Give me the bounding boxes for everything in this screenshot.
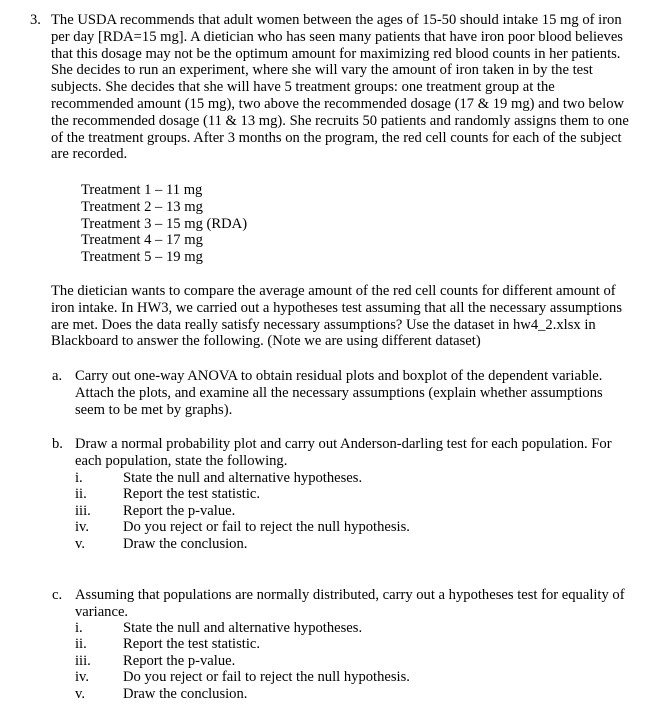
treatment-item: Treatment 4 – 17 mg [81, 232, 203, 249]
sub-item-text: Do you reject or fail to reject the null hypothesis. [123, 519, 410, 536]
sub-item-number: iii. [75, 502, 91, 519]
part-b-text: Draw a normal probability plot and carry out Anderson-darling test for each population. For each population, state the following. [75, 436, 612, 469]
sub-item-text: Do you reject or fail to reject the null hypothesis. [123, 669, 410, 686]
part-c-text: Assuming that populations are normally distributed, carry out a hypotheses test for equality of variance. [75, 587, 625, 620]
sub-item-number: iii. [75, 652, 91, 669]
part-a-letter: a. [52, 368, 63, 384]
sub-item-number: iv. [75, 519, 90, 536]
sub-item-text: Report the test statistic. [123, 636, 260, 653]
sub-item-text: Report the p-value. [123, 652, 236, 669]
treatment-item: Treatment 1 – 11 mg [81, 182, 203, 198]
sub-item-number: v. [75, 685, 85, 702]
treatment-item: Treatment 5 – 19 mg [81, 249, 203, 266]
sub-item-number: ii. [75, 486, 87, 503]
sub-item-number: ii. [75, 636, 87, 653]
treatment-list [81, 182, 247, 266]
treatment-item: Treatment 2 – 13 mg [81, 198, 203, 215]
sub-item-number: i. [75, 620, 83, 636]
sub-item-number: v. [75, 535, 85, 552]
part-a-text: Carry out one-way ANOVA to obtain residual plots and boxplot of the dependent variable. Attach the plots, and examine all the necessary assumptions (explain whether assumptions seem to be met by graphs). [75, 368, 603, 418]
sub-item-text: State the null and alternative hypotheses. [123, 470, 363, 486]
part-b-letter: b. [52, 436, 63, 452]
question-paragraph-2: The dietician wants to compare the average amount of the red cell counts for different amount of iron intake. In HW3, we carried out a hypotheses test assuming that all the necessary assumptions are met. Does the data really satisfy necessary assumptions? Use the dataset in hw4_2.xlsx in Blackboard to answer the following. (Note we are using different dataset) [51, 283, 623, 350]
sub-item-text: Draw the conclusion. [123, 535, 248, 552]
question-number: 3. [30, 12, 41, 28]
sub-item-text: Report the p-value. [123, 502, 236, 519]
sub-item-text: Report the test statistic. [123, 486, 260, 503]
question-intro: The USDA recommends that adult women between the ages of 15-50 should intake 15 mg of iron per day [RDA=15 mg]. A dietician who has seen many patients that have iron poor blood believes that this dosage may not be the optimum amount for maximizing red blood counts in her patients. She decides to run an experiment, where she will vary the amount of iron taken in by the test subjects. She decides that she will have 5 treatment groups: one treatment group at the recommended amount (15 mg), two above the recommended dosage (17 & 19 mg) and two below the recommended dosage (11 & 13 mg). She recruits 50 patients and randomly assigns them to one of the treatment groups. After 3 months on the program, the red cell counts for each of the subject are recorded. [51, 12, 629, 163]
treatment-item: Treatment 3 – 15 mg (RDA) [81, 215, 248, 232]
sub-item-text: State the null and alternative hypotheses. [123, 620, 363, 636]
sub-item-number: i. [75, 470, 83, 486]
sub-item-number: iv. [75, 669, 90, 686]
sub-item-text: Draw the conclusion. [123, 685, 248, 702]
part-c-letter: c. [52, 587, 63, 603]
